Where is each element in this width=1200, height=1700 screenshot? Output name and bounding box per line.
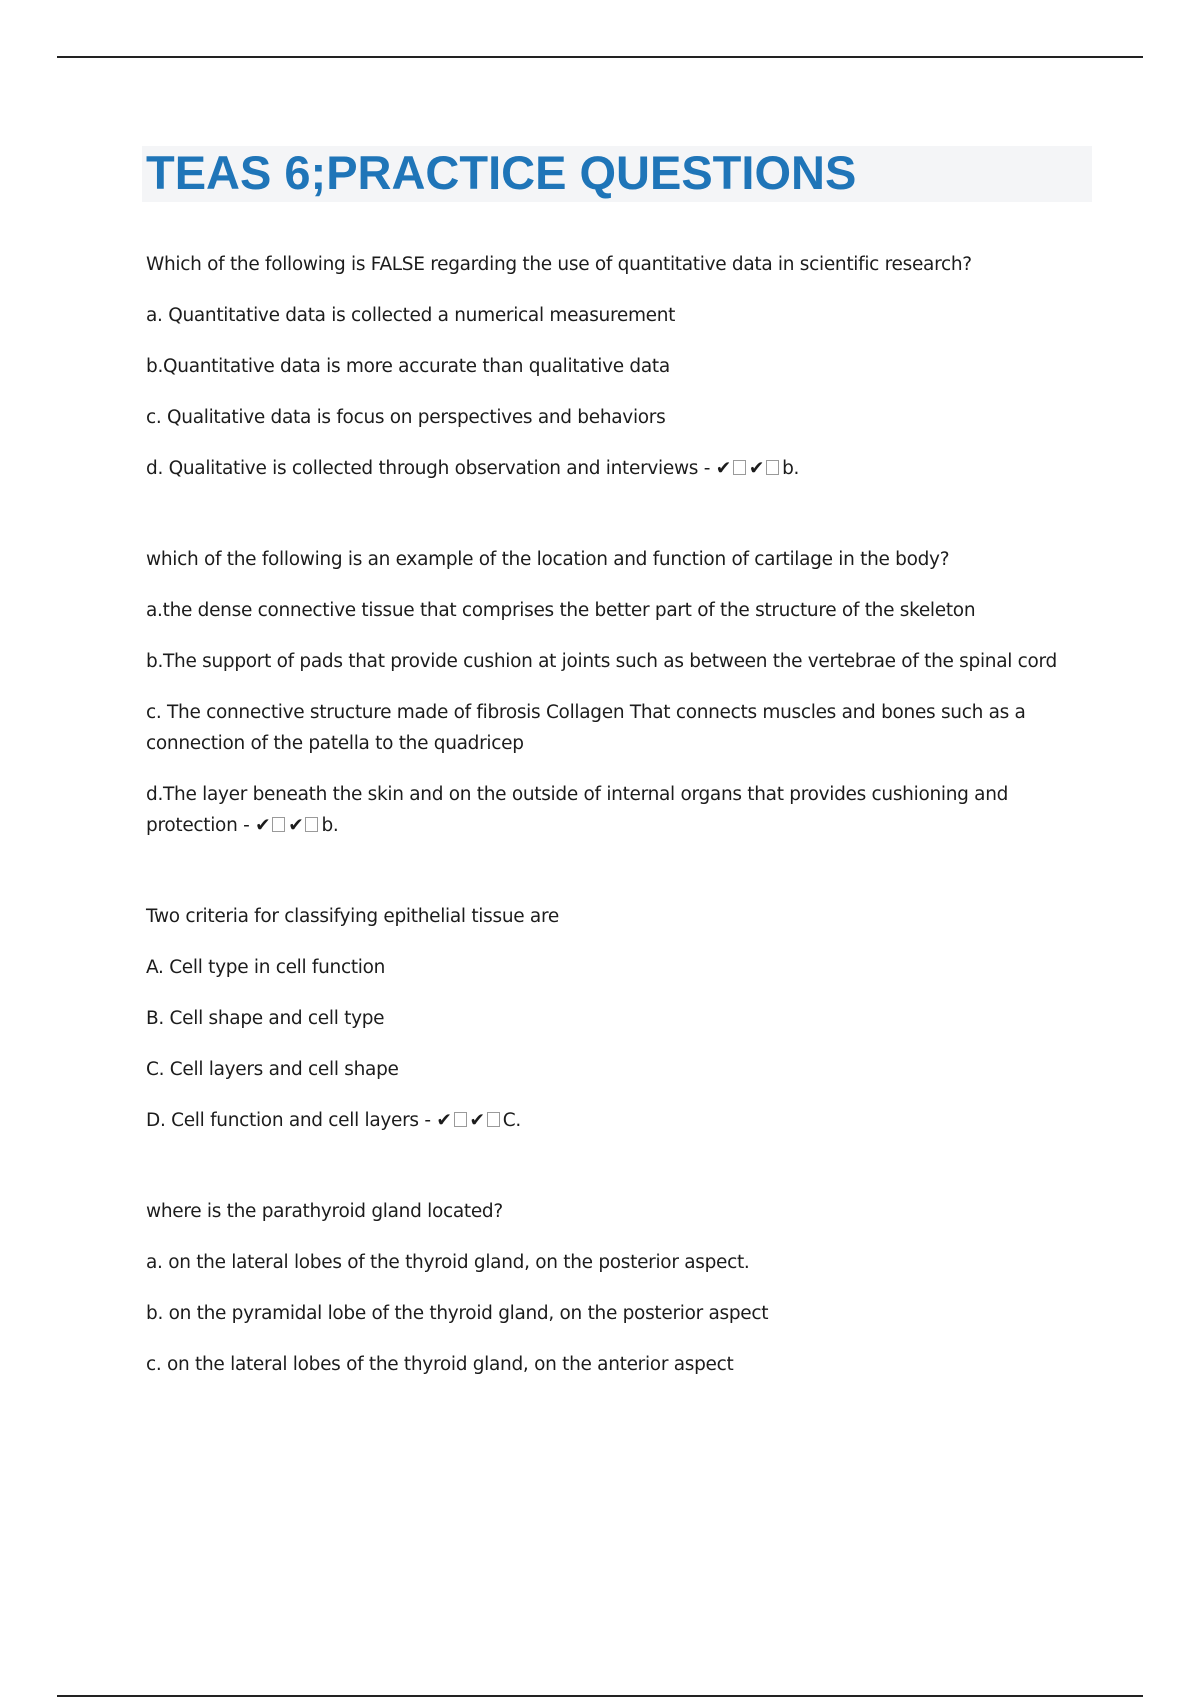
option-b: b.The support of pads that provide cushion at joints such as between the vertebrae of the spinal cord bbox=[146, 651, 1057, 672]
question-2 bbox=[146, 544, 1086, 841]
option-d-with-answer bbox=[146, 453, 1086, 484]
option-b: B. Cell shape and cell type bbox=[146, 1008, 385, 1029]
question-text: Which of the following is FALSE regarding the use of quantitative data in scientific research? bbox=[146, 254, 972, 275]
option-a: a. on the lateral lobes of the thyroid gland, on the posterior aspect. bbox=[146, 1252, 750, 1273]
answer-prefix: - bbox=[237, 815, 256, 836]
check-icon: ✔ bbox=[436, 1110, 452, 1131]
option-d: D. Cell function and cell layers bbox=[146, 1110, 419, 1131]
option-b: b. on the pyramidal lobe of the thyroid gland, on the posterior aspect bbox=[146, 1303, 769, 1324]
check-icon: ✔ bbox=[748, 458, 765, 479]
box-icon bbox=[487, 1112, 500, 1127]
option-a: A. Cell type in cell function bbox=[146, 957, 386, 978]
check-icon: ✔ bbox=[255, 815, 271, 836]
answer-value: b. bbox=[321, 815, 339, 836]
question-text: which of the following is an example of the location and function of cartilage in the body? bbox=[146, 549, 950, 570]
answer-marker bbox=[238, 815, 339, 836]
option-a: a. Quantitative data is collected a numerical measurement bbox=[146, 305, 676, 326]
box-icon bbox=[272, 817, 285, 832]
option-c: c. The connective structure made of fibrosis Collagen That connects muscles and bones such as a connection of the patella to the quadricep bbox=[146, 702, 1026, 754]
box-icon bbox=[454, 1112, 467, 1127]
option-d-with-answer bbox=[146, 779, 1086, 841]
answer-prefix: - bbox=[698, 458, 716, 479]
option-d-with-answer bbox=[146, 1105, 1086, 1136]
question-text: where is the parathyroid gland located? bbox=[146, 1201, 503, 1222]
top-rule bbox=[57, 56, 1143, 58]
option-c: c. Qualitative data is focus on perspectives and behaviors bbox=[146, 407, 666, 428]
page-title: TEAS 6;PRACTICE QUESTIONS bbox=[146, 146, 857, 199]
check-icon: ✔ bbox=[288, 815, 304, 836]
option-d: d. Qualitative is collected through observation and interviews bbox=[146, 458, 699, 479]
question-3 bbox=[146, 901, 1086, 1136]
question-4 bbox=[146, 1196, 1086, 1380]
box-icon bbox=[733, 460, 746, 475]
check-icon: ✔ bbox=[715, 458, 731, 479]
box-icon bbox=[766, 460, 779, 475]
option-c: C. Cell layers and cell shape bbox=[146, 1059, 399, 1080]
option-d: d.The layer beneath the skin and on the outside of internal organs that provides cushioning and protection bbox=[146, 784, 1009, 836]
question-list bbox=[146, 249, 1086, 1380]
option-b: b.Quantitative data is more accurate than qualitative data bbox=[146, 356, 670, 377]
option-a: a.the dense connective tissue that comprises the better part of the structure of the skeleton bbox=[146, 600, 976, 621]
box-icon bbox=[305, 817, 318, 832]
answer-value: C. bbox=[502, 1110, 521, 1131]
answer-value: b. bbox=[782, 458, 800, 479]
answer-marker bbox=[698, 458, 799, 479]
answer-marker bbox=[419, 1110, 521, 1131]
question-1 bbox=[146, 249, 1086, 484]
check-icon: ✔ bbox=[469, 1110, 485, 1131]
question-text: Two criteria for classifying epithelial tissue are bbox=[146, 906, 559, 927]
option-c: c. on the lateral lobes of the thyroid gland, on the anterior aspect bbox=[146, 1354, 734, 1375]
answer-prefix: - bbox=[418, 1110, 437, 1131]
bottom-rule bbox=[57, 1695, 1143, 1697]
